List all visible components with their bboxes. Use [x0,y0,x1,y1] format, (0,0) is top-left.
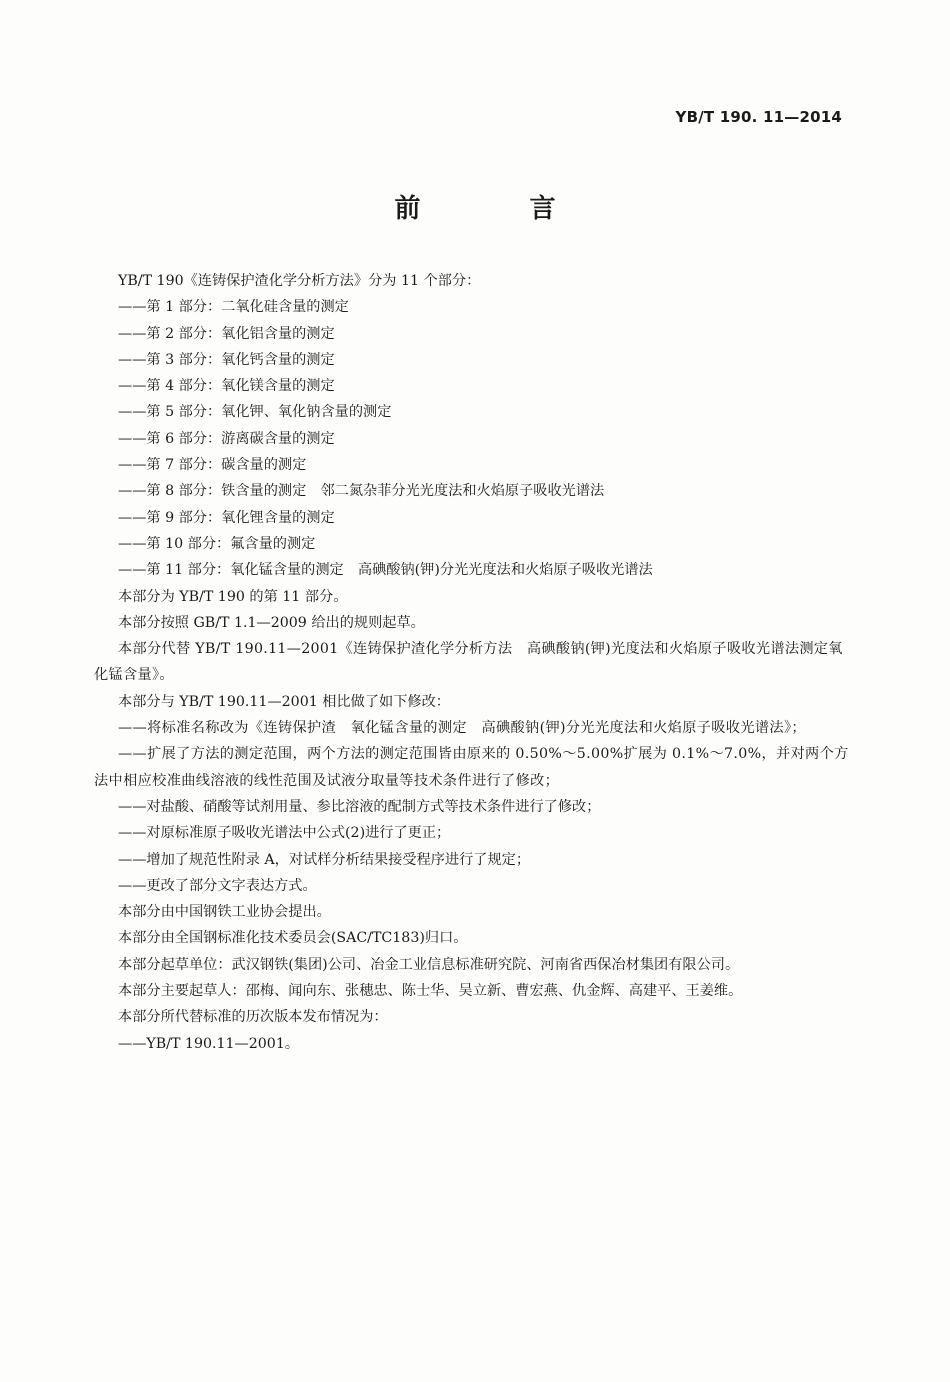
this-part-paragraph: 本部分为 YB/T 190 的第 11 部分。 [118,588,348,605]
page-title: 前 言 [394,194,606,224]
part-list-item: ——第 7 部分：碳含量的测定 [118,457,307,474]
history-list-item: ——YB/T 190.11—2001。 [118,1035,300,1052]
replaces-paragraph: 本部分代替 YB/T 190.11—2001《连铸保护渣化学分析方法 高碘酸钠(钾)光度法和火焰原子吸收光谱法测定氧化锰含量》。 [94,641,843,684]
part-list-item: ——第 8 部分：铁含量的测定 邻二氮杂菲分光光度法和火焰原子吸收光谱法 [118,483,605,500]
proposed-by-paragraph: 本部分由中国钢铁工业协会提出。 [118,904,331,921]
history-intro-paragraph: 本部分所代替标准的历次版本发布情况为： [118,1009,388,1026]
part-list-item: ——第 10 部分：氟含量的测定 [118,535,316,552]
part-list-item: ——第 5 部分：氧化钾、氧化钠含量的测定 [118,404,392,421]
part-list-item: ——第 2 部分：氧化铝含量的测定 [118,325,335,342]
document-code: YB/T 190. 11—2014 [675,108,842,126]
change-list-item: ——对盐酸、硝酸等试剂用量、参比溶液的配制方式等技术条件进行了修改； [118,798,601,815]
part-list-item: ——第 4 部分：氧化镁含量的测定 [118,378,335,395]
change-list-item: ——扩展了方法的测定范围，两个方法的测定范围皆由原来的 0.50%～5.00%扩展为 0.1%～7.0%，并对两个方法中相应校准曲线溶液的线性范围及试液分取量等技术条件进行了修改； [94,746,849,789]
change-list-item: ——对原标准原子吸收光谱法中公式(2)进行了更正； [118,825,451,842]
part-list-item: ——第 3 部分：氧化钙含量的测定 [118,351,335,368]
changes-intro-paragraph: 本部分与 YB/T 190.11—2001 相比做了如下修改： [118,693,450,710]
drafting-units-paragraph: 本部分起草单位：武汉钢铁(集团)公司、冶金工业信息标准研究院、河南省西保冶材集团有限公司。 [118,956,740,973]
change-list-item: ——更改了部分文字表达方式。 [118,877,317,894]
part-list-item: ——第 1 部分：二氧化硅含量的测定 [118,299,349,316]
intro-paragraph: YB/T 190《连铸保护渣化学分析方法》分为 11 个部分： [118,273,481,289]
change-list-item: ——将标准名称改为《连铸保护渣 氧化锰含量的测定 高碘酸钠(钾)分光光度法和火焰原子吸收光谱法》； [118,720,806,737]
part-list-item: ——第 11 部分：氧化锰含量的测定 高碘酸钠(钾)分光光度法和火焰原子吸收光谱法 [118,562,653,579]
drafting-rules-paragraph: 本部分按照 GB/T 1.1—2009 给出的规则起草。 [118,614,425,631]
part-list-item: ——第 9 部分：氧化锂含量的测定 [118,509,335,526]
foreword-body [94,268,854,1057]
change-list-item: ——增加了规范性附录 A，对试样分析结果接受程序进行了规定； [118,851,531,868]
drafters-paragraph: 本部分主要起草人：邵梅、闻向东、张穗忠、陈士华、吴立新、曹宏燕、仇金辉、高建平、王姜维。 [118,983,743,1000]
managed-by-paragraph: 本部分由全国钢标准化技术委员会(SAC/TC183)归口。 [118,930,468,947]
part-list-item: ——第 6 部分：游离碳含量的测定 [118,430,335,447]
